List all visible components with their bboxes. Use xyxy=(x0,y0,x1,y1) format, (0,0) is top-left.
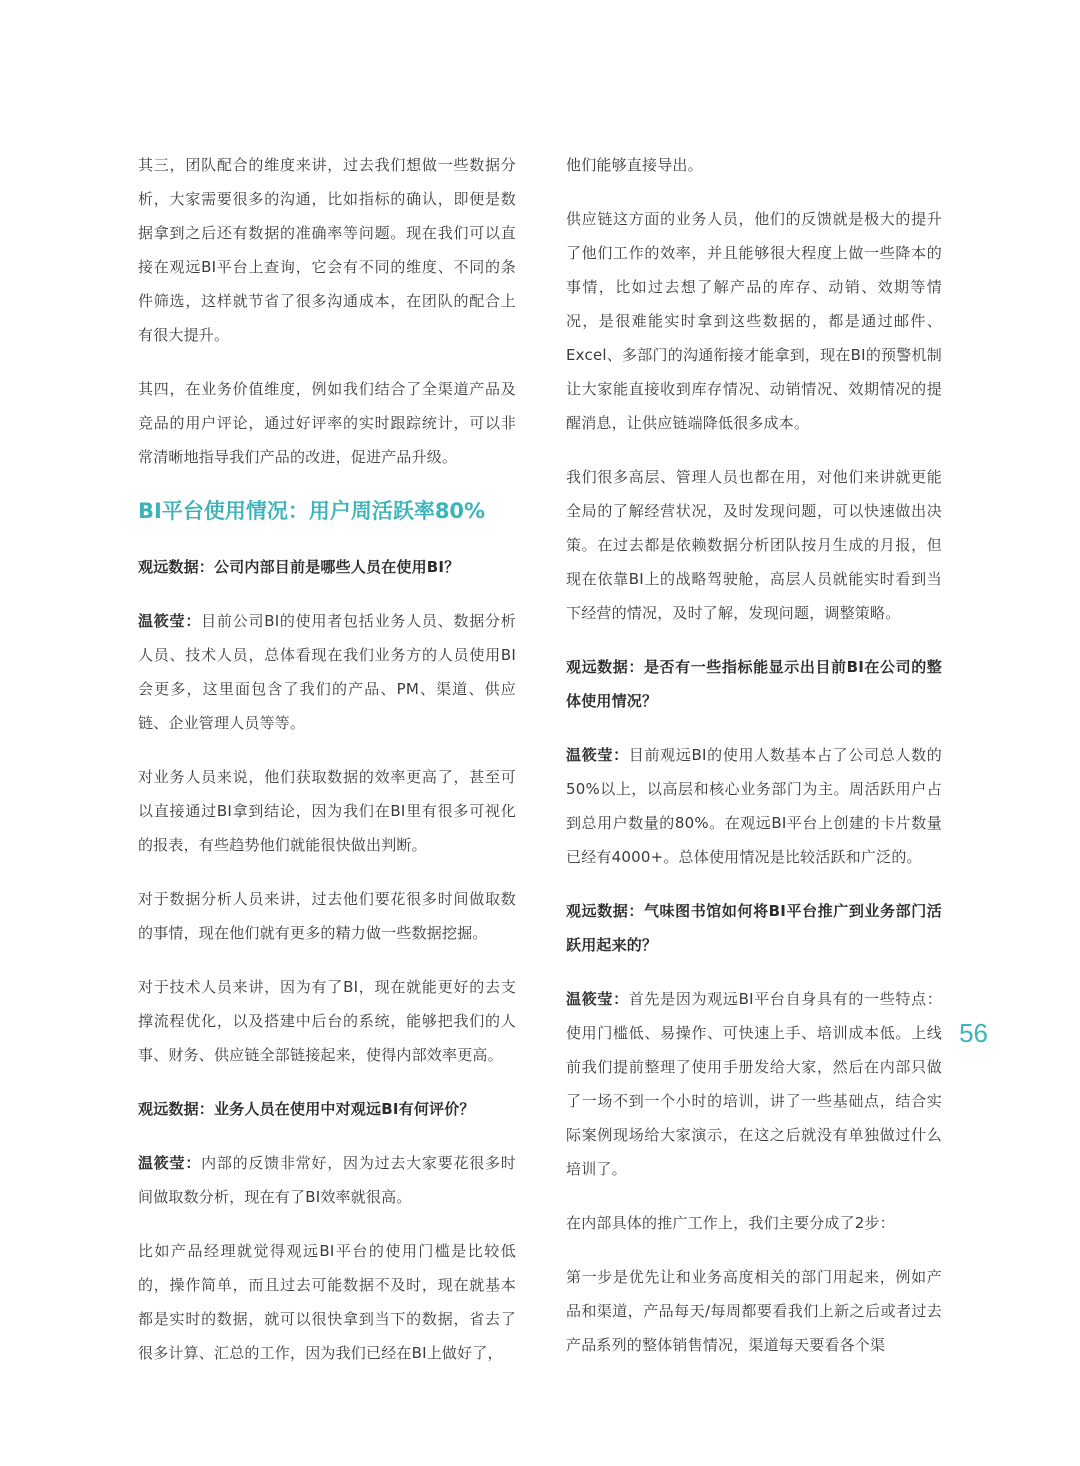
answer xyxy=(566,982,942,1186)
paragraph: 我们很多高层、管理人员也都在用，对他们来讲就更能全局的了解经营状况，及时发现问题，可以快速做出决策。在过去都是依赖数据分析团队按月生成的月报，但现在依靠BI上的战略驾驶舱，高层人员就能实时看到当下经营的情况，及时了解，发现问题，调整策略。 xyxy=(566,468,942,622)
paragraph: 在内部具体的推广工作上，我们主要分成了2步： xyxy=(566,1214,895,1232)
question: 观远数据：是否有一些指标能显示出目前BI在公司的整体使用情况？ xyxy=(566,658,942,710)
answer xyxy=(566,738,942,874)
page-number: 56 xyxy=(959,1018,988,1048)
paragraph: 其四，在业务价值维度，例如我们结合了全渠道产品及竞品的用户评论，通过好评率的实时跟踪统计，可以非常清晰地指导我们产品的改进，促进产品升级。 xyxy=(138,380,516,466)
answer-text: 目前公司BI的使用者包括业务人员、数据分析人员、技术人员，总体看现在我们业务方的人员使用BI会更多，这里面包含了我们的产品、PM、渠道、供应链、企业管理人员等等。 xyxy=(138,612,516,732)
speaker-label: 温筱莹： xyxy=(138,612,202,630)
paragraph: 比如产品经理就觉得观远BI平台的使用门槛是比较低的，操作简单，而且过去可能数据不及时，现在就基本都是实时的数据，就可以很快拿到当下的数据，省去了很多计算、汇总的工作，因为我们已经在BI上做好了， xyxy=(138,1242,516,1362)
answer xyxy=(138,1146,516,1214)
paragraph: 第一步是优先让和业务高度相关的部门用起来，例如产品和渠道，产品每天/每周都要看我们上新之后或者过去产品系列的整体销售情况，渠道每天要看各个渠 xyxy=(566,1268,942,1354)
answer-text: 目前观远BI的使用人数基本占了公司总人数的50%以上，以高层和核心业务部门为主。周活跃用户占到总用户数量的80%。在观远BI平台上创建的卡片数量已经有4000+。总体使用情况是比较活跃和广泛的。 xyxy=(566,746,942,866)
paragraph: 他们能够直接导出。 xyxy=(566,156,703,174)
left-column xyxy=(138,148,516,1390)
question: 观远数据：气味图书馆如何将BI平台推广到业务部门活跃用起来的？ xyxy=(566,902,942,954)
question: 观远数据：公司内部目前是哪些人员在使用BI？ xyxy=(138,558,460,576)
paragraph: 对于技术人员来讲，因为有了BI，现在就能更好的去支撑流程优化，以及搭建中后台的系统，能够把我们的人事、财务、供应链全部链接起来，使得内部效率更高。 xyxy=(138,978,516,1064)
paragraph: 对业务人员来说，他们获取数据的效率更高了，甚至可以直接通过BI拿到结论，因为我们在BI里有很多可视化的报表，有些趋势他们就能很快做出判断。 xyxy=(138,768,516,854)
speaker-label: 温筱莹： xyxy=(566,746,629,764)
paragraph: 对于数据分析人员来讲，过去他们要花很多时间做取数的事情，现在他们就有更多的精力做一些数据挖掘。 xyxy=(138,890,516,942)
speaker-label: 温筱莹： xyxy=(566,990,629,1008)
paragraph: 供应链这方面的业务人员，他们的反馈就是极大的提升了他们工作的效率，并且能够很大程度上做一些降本的事情，比如过去想了解产品的库存、动销、效期等情况，是很难能实时拿到这些数据的，都是通过邮件、Excel、多部门的沟通衔接才能拿到，现在BI的预警机制让大家能直接收到库存情况、动销情况、效期情况的提醒消息，让供应链端降低很多成本。 xyxy=(566,210,942,432)
right-column xyxy=(566,148,942,1382)
question: 观远数据：业务人员在使用中对观远BI有何评价？ xyxy=(138,1100,475,1118)
answer-text: 内部的反馈非常好，因为过去大家要花很多时间做取数分析，现在有了BI效率就很高。 xyxy=(138,1154,516,1206)
speaker-label: 温筱莹： xyxy=(138,1154,202,1172)
section-title: BI平台使用情况：用户周活跃率80% xyxy=(138,499,486,523)
answer-text: 首先是因为观远BI平台自身具有的一些特点：使用门槛低、易操作、可快速上手、培训成本低。上线前我们提前整理了使用手册发给大家，然后在内部只做了一场不到一个小时的培训，讲了一些基础点，结合实际案例现场给大家演示，在这之后就没有单独做过什么培训了。 xyxy=(566,990,942,1178)
paragraph: 其三，团队配合的维度来讲，过去我们想做一些数据分析，大家需要很多的沟通，比如指标的确认，即便是数据拿到之后还有数据的准确率等问题。现在我们可以直接在观远BI平台上查询，它会有不同的维度、不同的条件筛选，这样就节省了很多沟通成本，在团队的配合上有很大提升。 xyxy=(138,156,516,344)
answer xyxy=(138,604,516,740)
